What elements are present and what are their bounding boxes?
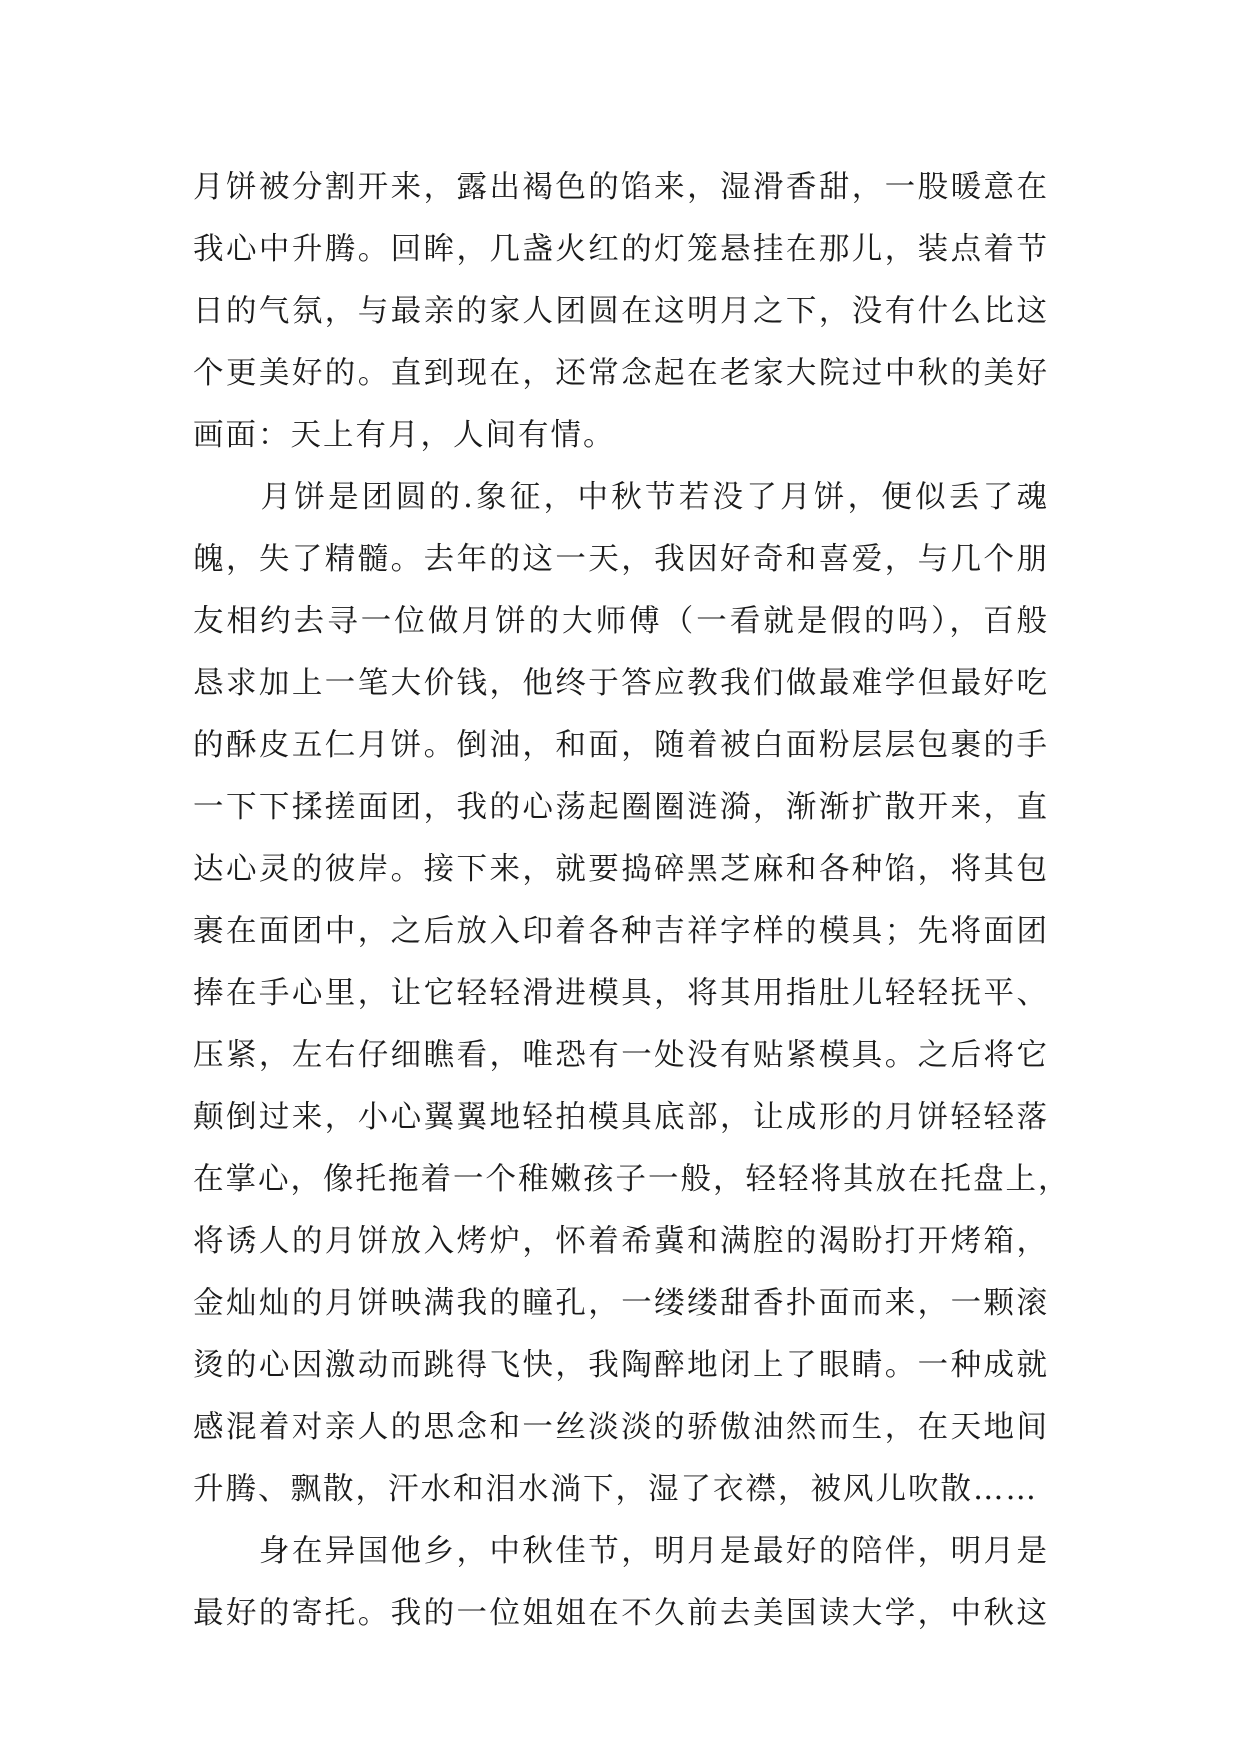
text-line: 的酥皮五仁月饼。倒油，和面，随着被白面粉层层包裹的手 bbox=[193, 728, 1049, 763]
text-line: 我心中升腾。回眸，几盏火红的灯笼悬挂在那儿，装点着节 bbox=[193, 232, 1049, 267]
text-line: 日的气氛，与最亲的家人团圆在这明月之下，没有什么比这 bbox=[193, 294, 1049, 329]
text-line: 烫的心因激动而跳得飞快，我陶醉地闭上了眼睛。一种成就 bbox=[193, 1348, 1049, 1383]
text-line: 升腾、飘散，汗水和泪水淌下，湿了衣襟，被风儿吹散…… bbox=[193, 1472, 1038, 1507]
text-line: 个更美好的。直到现在，还常念起在老家大院过中秋的美好 bbox=[193, 356, 1049, 391]
text-line: 捧在手心里，让它轻轻滑进模具，将其用指肚儿轻轻抚平、 bbox=[193, 976, 1049, 1011]
text-line: 将诱人的月饼放入烤炉，怀着希冀和满腔的渴盼打开烤箱， bbox=[193, 1224, 1049, 1259]
document-body bbox=[193, 157, 1071, 1645]
text-line: 身在异国他乡，中秋佳节，明月是最好的陪伴，明月是 bbox=[193, 1534, 1049, 1569]
text-line: 一下下揉搓面团，我的心荡起圈圈涟漪，渐渐扩散开来，直 bbox=[193, 790, 1049, 825]
text-line: 压紧，左右仔细瞧看，唯恐有一处没有贴紧模具。之后将它 bbox=[193, 1038, 1049, 1073]
text-line: 达心灵的彼岸。接下来，就要捣碎黑芝麻和各种馅，将其包 bbox=[193, 852, 1049, 887]
text-line: 恳求加上一笔大价钱，他终于答应教我们做最难学但最好吃 bbox=[193, 666, 1049, 701]
text-line: 魄，失了精髓。去年的这一天，我因好奇和喜爱，与几个朋 bbox=[193, 542, 1049, 577]
text-line: 月饼是团圆的.象征，中秋节若没了月饼，便似丢了魂 bbox=[193, 480, 1049, 515]
text-line: 感混着对亲人的思念和一丝淡淡的骄傲油然而生，在天地间 bbox=[193, 1410, 1049, 1445]
text-line: 颠倒过来，小心翼翼地轻拍模具底部，让成形的月饼轻轻落 bbox=[193, 1100, 1049, 1135]
text-line: 裹在面团中，之后放入印着各种吉祥字样的模具；先将面团 bbox=[193, 914, 1049, 949]
text-line: 在掌心，像托拖着一个稚嫩孩子一般，轻轻将其放在托盘上， bbox=[193, 1162, 1071, 1197]
text-line: 画面：天上有月，人间有情。 bbox=[193, 418, 616, 453]
text-line: 月饼被分割开来，露出褐色的馅来，湿滑香甜，一股暖意在 bbox=[193, 170, 1049, 205]
text-line: 友相约去寻一位做月饼的大师傅（一看就是假的吗），百般 bbox=[193, 604, 1049, 639]
text-line: 金灿灿的月饼映满我的瞳孔，一缕缕甜香扑面而来，一颗滚 bbox=[193, 1286, 1049, 1321]
text-line: 最好的寄托。我的一位姐姐在不久前去美国读大学，中秋这 bbox=[193, 1596, 1049, 1631]
